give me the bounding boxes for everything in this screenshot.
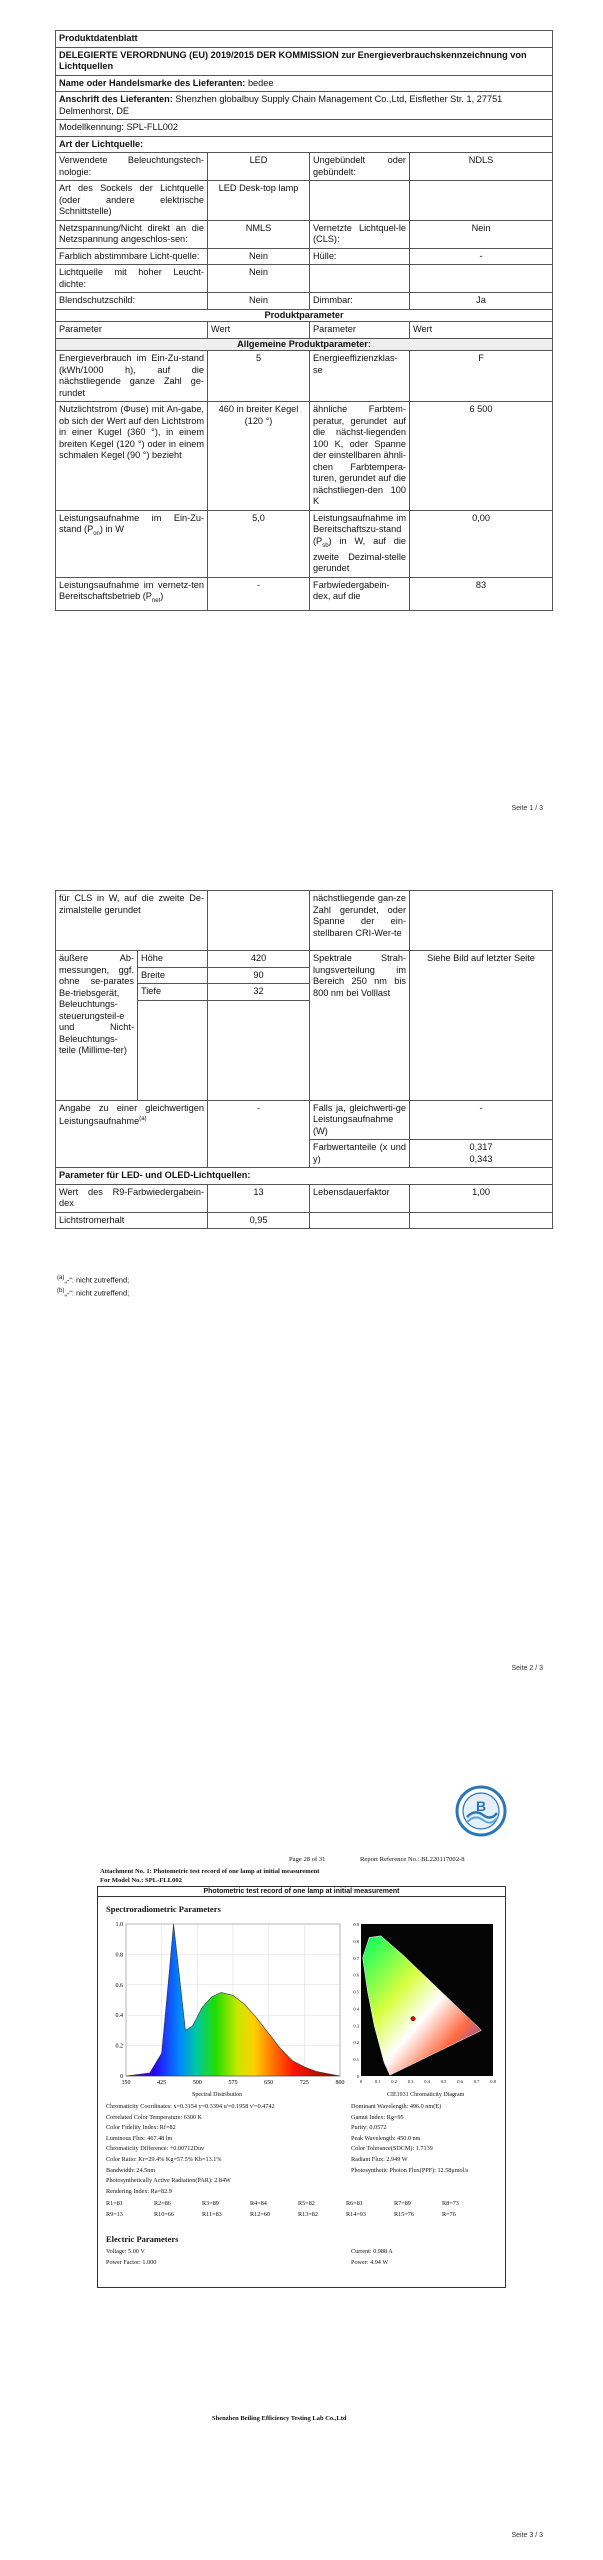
product-params-heading: Produktparameter <box>56 309 553 322</box>
y-tick-label: 0.8 <box>353 1938 359 1944</box>
psb-label: Leistungsaufnahme im Bereitschaftszu-stand $(P_{sb})$ in W, auf die zweite Dezimal-stelle gerundet <box>310 510 410 577</box>
current: Current: 0.988 A <box>351 2248 393 2255</box>
high-luminance-label: Lichtquelle mit hoher Leucht-dichte: <box>56 265 208 293</box>
y-tick-label: 0.5 <box>353 1989 359 1995</box>
x-tick-label: 0.4 <box>424 2079 430 2084</box>
page-number-2: Seite 2 / 3 <box>511 1665 543 1672</box>
pon-value: 5,0 <box>208 510 310 577</box>
tech-label: Verwendete Beleuchtungstech-nologie: <box>56 153 208 181</box>
nondirectional-value: NDLS <box>410 153 553 181</box>
footnote-a: $^{(a)}$„-“: nicht zutreffend; <box>57 1275 130 1285</box>
param-line: Correlated Color Temperature: 6300 K <box>106 2113 203 2121</box>
light-source-type-heading: Art der Lichtquelle: <box>56 136 553 153</box>
cap-label: Art des Sockels der Lichtquelle (oder andere elektrische Schnittstelle) <box>56 181 208 221</box>
width-label: Breite <box>138 967 208 984</box>
dims-label: äußere Ab-messungen, ggf. ohne se-parates Be-triebsgerät, Beleuchtungs-steuerungsteil-e und Nicht-Beleuchtungs-teile (Millime-ter) <box>56 951 138 1101</box>
pnet-label: Leistungsaufnahme im vernetz-ten Bereitschaftsbetrieb $(P_{net})$ <box>56 577 208 610</box>
cri-label: Farbwiedergabein-dex, auf die <box>310 577 410 610</box>
chroma-values: 0,317 0,343 <box>410 1140 553 1168</box>
width-value: 90 <box>208 967 310 984</box>
param-line: Photosynthetically Active Radiation(PAR): 2.84W <box>106 2177 231 2185</box>
chroma-label: Farbwertanteile (x und y) <box>310 1140 410 1168</box>
eec-label: Energieeffizienzklas-se <box>310 351 410 402</box>
energy-value: 5 <box>208 351 310 402</box>
pon-label: Leistungsaufnahme im Ein-Zu-stand $(P_{on})$ in W <box>56 510 208 577</box>
spectral-distribution-chart <box>104 1918 347 2090</box>
supplier-name-row: Name oder Handelsmarke des Lieferanten: bedee <box>56 75 553 92</box>
x-tick-label: 0.3 <box>407 2079 414 2084</box>
svg-text:B: B <box>475 1798 487 1814</box>
rendering-index-value: R10=66 <box>154 2211 174 2218</box>
cie-caption: CIE1931 Chromaticity Diagram <box>387 2092 465 2098</box>
sheet-title: Produktdatenblatt <box>56 31 553 48</box>
nondirectional-label: Ungebündelt oder gebündelt: <box>310 153 410 181</box>
lumen-maint-value: 0,95 <box>208 1212 310 1229</box>
col-param-header: Parameter <box>56 322 208 339</box>
electric-title: Electric Parameters <box>106 2234 179 2244</box>
x-tick-label: 350 <box>121 2080 131 2086</box>
survival-value: 1,00 <box>410 1184 553 1212</box>
dimmable-label: Dimmbar: <box>310 293 410 310</box>
param-line: Bandwidth: 24.5nm <box>106 2166 156 2174</box>
y-tick-label: 0.3 <box>353 2023 359 2029</box>
spectro-title: Spectroradiometric Parameters <box>106 1904 221 1914</box>
y-tick-label: 0.9 <box>353 1922 359 1927</box>
rendering-index-value: R14=93 <box>346 2211 366 2218</box>
x-tick-label: 0.1 <box>374 2079 381 2084</box>
r9-value: 13 <box>208 1184 310 1212</box>
model-row: Modellkennung: SPL-FLL002 <box>56 120 553 137</box>
psb-value: 0,00 <box>410 510 553 577</box>
y-tick-label: 0.6 <box>353 1972 359 1978</box>
page-number-3: Seite 3 / 3 <box>511 2532 543 2539</box>
param-line: Purity: 0.0572 <box>351 2124 387 2132</box>
report-ref: Report Reference No.: BL220117002-8 <box>360 1856 465 1863</box>
rendering-index-value: R9=13 <box>106 2211 123 2218</box>
rendering-index-value: R15=76 <box>394 2211 414 2218</box>
lab-logo <box>455 1785 507 1837</box>
mains-label: Netzspannung/Nicht direkt an die Netzspannung angeschlos-sen: <box>56 220 208 248</box>
mains-value: NMLS <box>208 220 310 248</box>
high-luminance-value: Nein <box>208 265 310 293</box>
r9-label: Wert des R9-Farbwiedergabein-dex <box>56 1184 208 1212</box>
y-tick-label: 0.2 <box>115 2043 123 2050</box>
param-line: Color Fidelity Index: Rf=82 <box>106 2124 176 2132</box>
product-data-table-continued <box>55 890 553 1229</box>
envelope-value: - <box>410 248 553 265</box>
x-tick-label: 425 <box>157 2080 167 2086</box>
y-tick-label: 0.2 <box>353 2040 359 2046</box>
equiv-power-value: - <box>410 1100 553 1140</box>
depth-label: Tiefe <box>138 984 208 1001</box>
rendering-index-value: R8=73 <box>442 2200 459 2207</box>
col-value-header: Wert <box>208 322 310 339</box>
x-tick-label: 500 <box>192 2080 202 2086</box>
tunable-value: Nein <box>208 248 310 265</box>
pnet-label-cont: für CLS in W, auf die zweite De-zimalstelle gerundet <box>56 891 208 951</box>
x-tick-label: 0.8 <box>490 2079 496 2084</box>
x-tick-label: 575 <box>228 2080 238 2086</box>
rendering-index-value: R=76 <box>442 2211 456 2218</box>
survival-label: Lebensdauerfaktor <box>310 1184 410 1212</box>
param-line: Luminous Flux: 467.48 lm <box>106 2134 173 2142</box>
col-value-header-2: Wert <box>410 322 553 339</box>
y-tick-label: 0 <box>356 2074 359 2079</box>
flux-value: 460 in breiter Kegel (120 °) <box>208 402 310 511</box>
param-line: Color Tolerance(SDCM): 1.7139 <box>351 2145 433 2153</box>
voltage: Voltage: 5.00 V <box>106 2248 145 2255</box>
cct-label: ähnliche Farbtem-peratur, gerundet auf die nächst-liegenden 100 K, oder Spanne der einstellbaren ähnli-chen Farbtempera-turen, gerundet auf die nächstliegen-den 100 K <box>310 402 410 511</box>
y-tick-label: 0 <box>120 2074 123 2080</box>
rendering-index-value: R11=83 <box>202 2211 222 2218</box>
height-label: Höhe <box>138 951 208 968</box>
x-tick-label: 0.2 <box>391 2079 397 2084</box>
rendering-index-value: R3=89 <box>202 2200 219 2207</box>
antiglare-label: Blendschutzschild: <box>56 293 208 310</box>
power: Power: 4.94 W <box>351 2259 389 2266</box>
regulation-text: DELEGIERTE VERORDNUNG (EU) 2019/2015 DER KOMMISSION zur Energieverbrauchskennzeichnung von Lichtquellen <box>56 47 553 75</box>
page-of: Page 28 of 31 <box>289 1856 326 1863</box>
connected-value: Nein <box>410 220 553 248</box>
tech-value: LED <box>208 153 310 181</box>
equiv-label: Angabe zu einer gleichwertigen Leistungsaufnahme$^{(a)}$ <box>56 1100 208 1168</box>
lab-name: Shenzhen Beiling Efficiency Testing Lab Co.,Ltd <box>212 2415 347 2422</box>
flux-label: Nutzlichtstrom (Φuse) mit An-gabe, ob sich der Wert auf den Lichtstrom in einer Kugel (360 °), in einem breiten Kegel (120 °) oder in einem schmalen Kegel (90 °) bezieht <box>56 402 208 511</box>
chromaticity-point <box>411 2016 415 2020</box>
x-tick-label: 650 <box>264 2080 274 2086</box>
led-params-heading: Parameter für LED- und OLED-Lichtquellen: <box>56 1168 553 1185</box>
energy-label: Energieverbrauch im Ein-Zu-stand (kWh/1000 h), auf die nächstliegende ganze Zahl ge-rundet <box>56 351 208 402</box>
rendering-index-value: R1=81 <box>106 2200 123 2207</box>
box-title: Photometric test record of one lamp at initial measurement <box>98 1887 505 1897</box>
rendering-index-value: R4=84 <box>250 2200 267 2207</box>
param-line: Radiant Flux: 2.949 W <box>351 2156 408 2163</box>
general-params-heading: Allgemeine Produktparameter: <box>56 338 553 351</box>
rendering-index-value: R7=89 <box>394 2200 411 2207</box>
cri-value: 83 <box>410 577 553 610</box>
x-tick-label: 800 <box>335 2080 345 2086</box>
x-tick-label: 725 <box>299 2080 309 2086</box>
equiv-value: - <box>208 1100 310 1168</box>
y-tick-label: 0.1 <box>353 2057 359 2063</box>
pnet-value: - <box>208 577 310 610</box>
y-tick-label: 0.4 <box>115 2013 123 2020</box>
param-line: Rendering Index: Ra=82.9 <box>106 2187 172 2195</box>
rendering-index-value: R6=81 <box>346 2200 363 2207</box>
tunable-label: Farblich abstimmbare Licht-quelle: <box>56 248 208 265</box>
y-tick-label: 0.7 <box>353 1955 359 1961</box>
x-tick-label: 0.6 <box>457 2079 463 2084</box>
for-model: For Model No.: SPL-FLL002 <box>100 1877 182 1884</box>
param-line: Peak Wavelength: 450.0 nm <box>351 2134 421 2142</box>
x-tick-label: 0.5 <box>440 2079 447 2084</box>
spectral-value: Siehe Bild auf letzter Seite <box>410 951 553 1101</box>
y-tick-label: 0.6 <box>115 1982 123 1989</box>
param-line: Dominant Wavelength: 496.0 nm(E) <box>351 2103 442 2110</box>
dimmable-value: Ja <box>410 293 553 310</box>
antiglare-value: Nein <box>208 293 310 310</box>
param-line: Photosynthetic Photon Flux(PPF): 12.58μmol/s <box>351 2166 469 2174</box>
param-line: Gamut Index: Rg=95 <box>351 2113 404 2121</box>
product-data-table <box>55 30 553 611</box>
rendering-index-value: R13=82 <box>298 2211 318 2218</box>
rendering-index-value: R12=60 <box>250 2211 270 2218</box>
lumen-maint-label: Lichtstromerhalt <box>56 1212 208 1229</box>
supplier-address-row: Anschrift des Lieferanten: Shenzhen globalbuy Supply Chain Management Co.,Ltd, Eisflether Str. 1, 27751 Delmenhorst, DE <box>56 92 553 120</box>
x-tick-label: 0 <box>359 2079 363 2084</box>
spectral-label: Spektrale Strah-lungsverteilung im Bereich 250 nm bis 800 nm bei Volllast <box>310 951 410 1101</box>
footnote-b: $^{(b)}$„-“: nicht zutreffend; <box>57 1288 130 1298</box>
power-factor: Power Factor: 1.000 <box>106 2259 157 2266</box>
x-tick-label: 0.7 <box>473 2079 480 2084</box>
rendering-index-value: R2=86 <box>154 2200 171 2207</box>
cie-chromaticity-chart <box>347 1918 497 2090</box>
param-line: Chromaticity Coordinates: x=0.3154 y=0.3394 u'=0.1958 v'=0.4742 <box>106 2103 275 2110</box>
eec-value: F <box>410 351 553 402</box>
page-2 <box>0 860 603 1680</box>
height-value: 420 <box>208 951 310 968</box>
envelope-label: Hülle: <box>310 248 410 265</box>
y-tick-label: 1.0 <box>115 1922 123 1928</box>
param-line: Color Ratio: Kr=29.4% Kg=57.5% Kb=13.1% <box>106 2156 222 2163</box>
equiv-power-label: Falls ja, gleichwerti-ge Leistungsaufnahme (W) <box>310 1100 410 1140</box>
spectral-caption: Spectral Distribution <box>192 2092 243 2098</box>
y-tick-label: 0.4 <box>353 2006 359 2012</box>
y-tick-label: 0.8 <box>115 1952 123 1959</box>
page-number-1: Seite 1 / 3 <box>511 805 543 812</box>
cap-value: LED Desk-top lamp <box>208 181 310 221</box>
rendering-index-value: R5=82 <box>298 2200 315 2207</box>
attachment-title: Attachment No. 1: Photometric test record of one lamp at initial measurement <box>100 1868 320 1875</box>
connected-label: Vernetzte Lichtquel-le (CLS): <box>310 220 410 248</box>
col-param-header-2: Parameter <box>310 322 410 339</box>
cct-value: 6 500 <box>410 402 553 511</box>
cri-label-cont: nächstliegende gan-ze Zahl gerundet, oder Spanne der ein-stellbaren CRI-Wer-te <box>310 891 410 951</box>
page-1 <box>0 0 603 820</box>
param-line: Chromaticity Difference: +0.00712Duv <box>106 2145 205 2153</box>
depth-value: 32 <box>208 984 310 1001</box>
